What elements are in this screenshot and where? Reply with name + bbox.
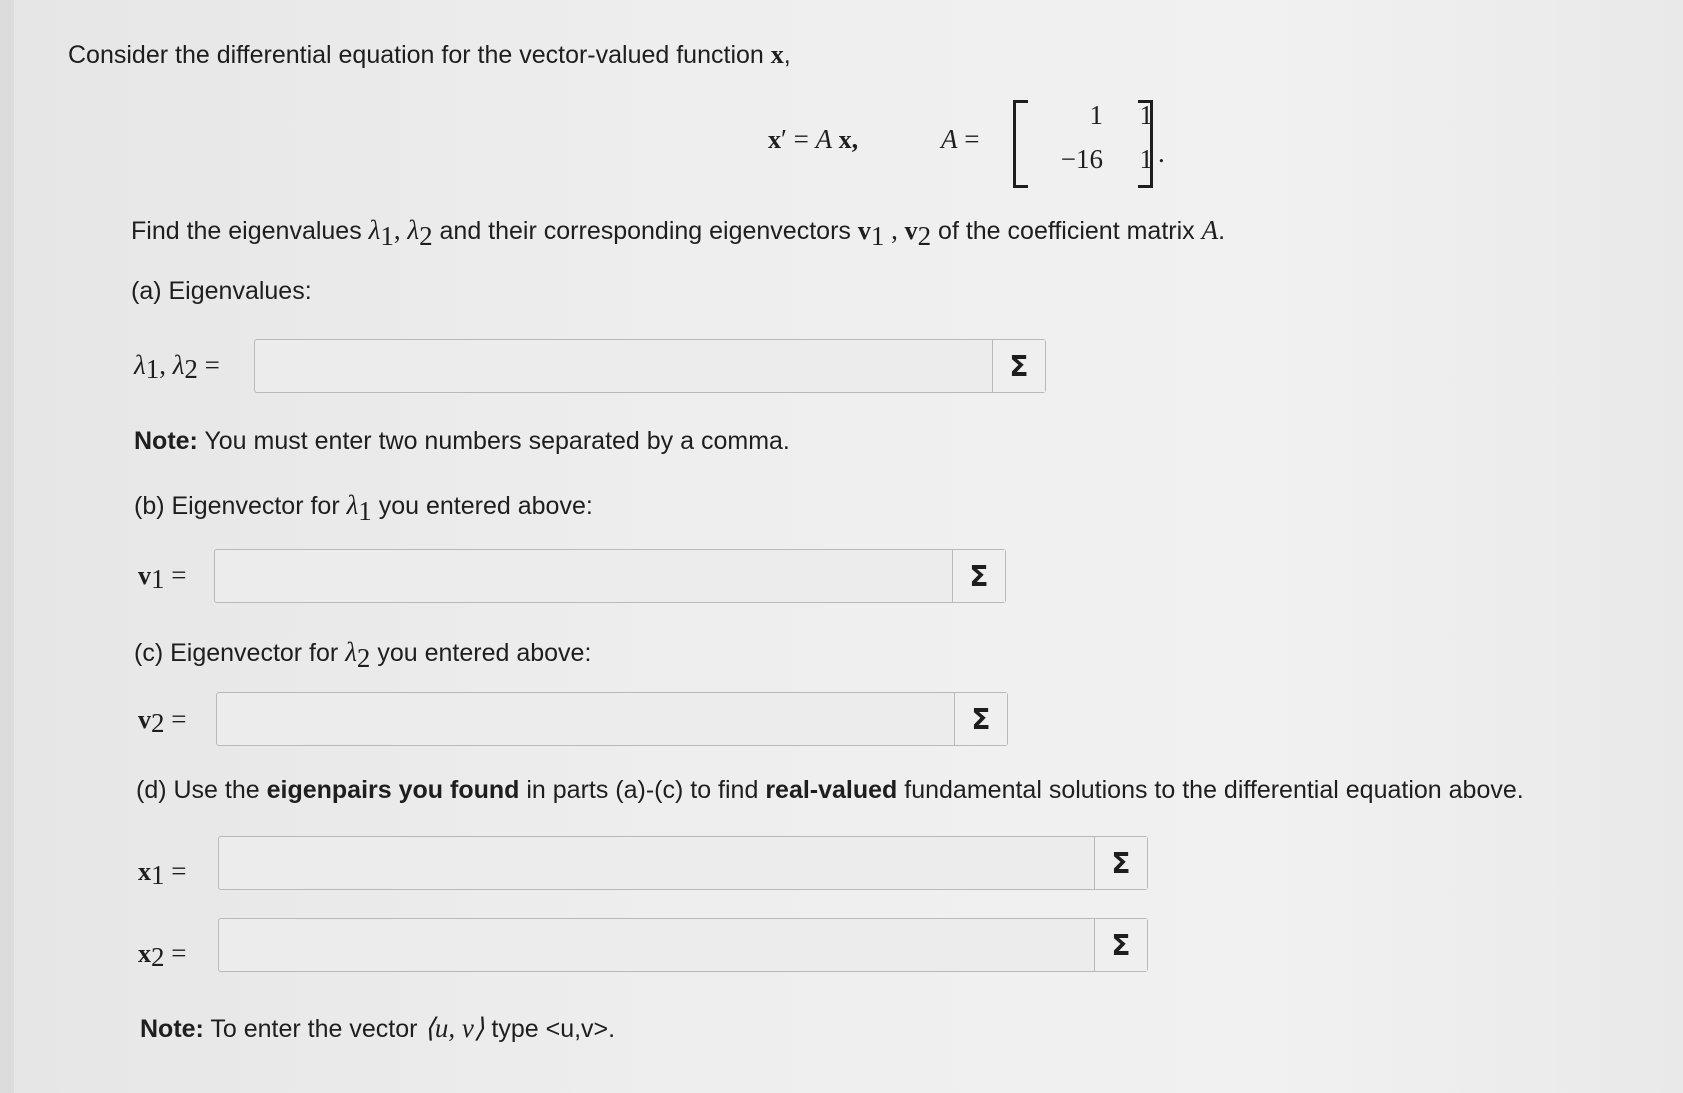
find-period: .: [1218, 217, 1226, 245]
note-eigenvalues: [134, 427, 790, 456]
sigma-icon[interactable]: Σ: [1094, 919, 1147, 971]
eq-prime: ′: [781, 124, 787, 154]
eigenvalues-label: [134, 350, 220, 385]
x1-input[interactable]: [219, 837, 1094, 889]
left-bracket: [1013, 100, 1028, 188]
eq-x: x,: [832, 125, 859, 154]
eq: =: [197, 350, 220, 380]
matrix-equals: =: [957, 124, 980, 154]
intro-comma: ,: [783, 41, 791, 69]
eq: =: [164, 938, 187, 968]
heading-bold: eigenpairs you found: [266, 776, 520, 804]
eq: =: [164, 704, 187, 734]
lambda-2: λ: [172, 350, 185, 380]
sub: 1: [151, 564, 165, 595]
sub: 2: [356, 643, 371, 673]
sub: 1: [358, 496, 372, 526]
v2-field: [216, 692, 1008, 746]
heading-text: in parts (a)-(c) to find: [519, 776, 766, 804]
eq-lhs: x: [768, 125, 781, 154]
eq-A: A: [815, 124, 833, 154]
matrix-cell: −16: [1060, 144, 1103, 174]
sigma-icon[interactable]: Σ: [992, 340, 1045, 392]
note-bold: Note:: [134, 427, 198, 455]
x1-label: [138, 856, 186, 891]
v-2: v: [904, 216, 918, 245]
v2-input[interactable]: [217, 693, 954, 745]
v2-label: [138, 704, 186, 739]
intro-sentence: Consider the differential equation for the vector-valued function: [68, 41, 764, 69]
part-a-heading: (a) Eigenvalues:: [131, 277, 312, 305]
eq: =: [164, 856, 187, 886]
lambda-1: λ: [134, 350, 146, 380]
heading-text: (d) Use the: [136, 776, 267, 804]
note-text: type <u,v>.: [484, 1015, 616, 1043]
matrix-label: [941, 124, 979, 155]
x-1: x: [138, 857, 151, 886]
x2-field: [218, 918, 1148, 972]
v1-label: [138, 560, 186, 595]
intro-text: [68, 40, 791, 70]
matrix-A: A: [941, 124, 958, 154]
note-bold: Note:: [140, 1015, 204, 1043]
heading-text: you entered above:: [371, 492, 593, 520]
matrix-cell: 1: [1089, 100, 1103, 130]
note-vector-math: ⟨u, v⟩: [424, 1013, 485, 1043]
sep: ,: [393, 215, 408, 245]
heading-text: fundamental solutions to the differential equation above.: [897, 776, 1524, 804]
heading-bold: real-valued: [765, 776, 898, 804]
lambda-2: λ: [345, 637, 357, 667]
note-text: To enter the vector: [203, 1015, 425, 1043]
x2-label: [138, 938, 186, 973]
sep: ,: [884, 215, 905, 245]
sep: ,: [159, 350, 173, 380]
matrix-A-ref: A: [1201, 215, 1219, 245]
find-text: Find the eigenvalues: [131, 217, 362, 245]
v-1: v: [138, 561, 151, 590]
note-vector: [140, 1013, 615, 1044]
v-1: v: [857, 216, 871, 245]
ode-equation: [768, 124, 858, 155]
eq-equals: =: [786, 124, 816, 154]
find-instruction: [131, 215, 1225, 252]
matrix-cell: 1: [1139, 100, 1153, 130]
matrix-period: .: [1158, 138, 1165, 168]
note-text: You must enter two numbers separated by a comma.: [197, 427, 790, 455]
sub: 2: [151, 942, 165, 973]
lambda-1: λ: [368, 215, 381, 245]
lambda-1: λ: [346, 490, 359, 520]
v1-field: [214, 549, 1006, 603]
matrix-cell: 1: [1139, 144, 1153, 174]
eigenvalues-field: [254, 339, 1046, 393]
find-text: of the coefficient matrix: [931, 217, 1202, 245]
part-d-heading: [136, 776, 1524, 805]
sub: 2: [419, 221, 433, 251]
x2-input[interactable]: [219, 919, 1094, 971]
x-2: x: [138, 939, 151, 968]
sub: 1: [151, 860, 165, 891]
x1-field: [218, 836, 1148, 890]
v1-input[interactable]: [215, 550, 952, 602]
part-b-heading: [134, 490, 593, 527]
sub: 1: [145, 354, 160, 385]
sigma-icon[interactable]: Σ: [954, 693, 1007, 745]
heading-text: (b) Eigenvector for: [134, 492, 340, 520]
sigma-icon[interactable]: Σ: [952, 550, 1005, 602]
sub: 2: [151, 708, 165, 739]
problem-page: [14, 0, 1683, 1093]
sub: 1: [870, 221, 885, 251]
v-2: v: [138, 705, 151, 734]
heading-text: (c) Eigenvector for: [134, 639, 339, 667]
sub: 1: [380, 221, 394, 251]
find-text: and their corresponding eigenvectors: [432, 217, 858, 245]
eq: =: [164, 560, 187, 590]
sub: 2: [184, 354, 198, 385]
lambda-2: λ: [407, 215, 420, 245]
intro-var: x: [770, 40, 784, 69]
part-c-heading: [134, 637, 591, 674]
sub: 2: [917, 221, 932, 251]
heading-text: you entered above:: [370, 639, 592, 667]
eigenvalues-input[interactable]: [255, 340, 992, 392]
sigma-icon[interactable]: Σ: [1094, 837, 1147, 889]
